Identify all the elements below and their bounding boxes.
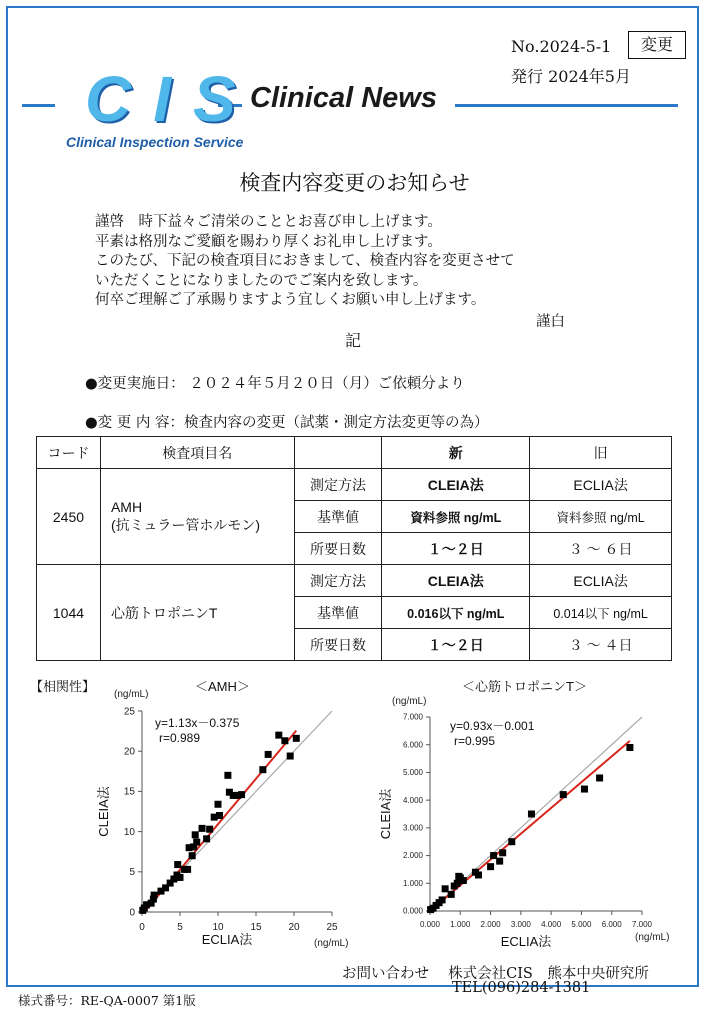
- logo-subtitle: Clinical Inspection Service: [66, 134, 244, 150]
- chart-title-amh: ＜AMH＞: [195, 679, 250, 694]
- y-tick-label: 5.000: [402, 768, 423, 778]
- row-label: 測定方法: [294, 565, 382, 597]
- data-point: [224, 772, 231, 779]
- table-row: [37, 565, 672, 597]
- newsletter-title: Clinical News: [250, 82, 437, 114]
- y-tick-label: 4.000: [402, 795, 423, 805]
- row-label: 所要日数: [294, 629, 382, 661]
- greeting-paragraph: [95, 213, 515, 311]
- data-point: [528, 811, 535, 818]
- item-name-line: (抗ミュラー管ホルモン): [110, 516, 260, 533]
- data-point: [490, 852, 497, 859]
- data-point: [581, 786, 588, 793]
- item-code: 1044: [37, 565, 101, 661]
- change-description: ●変 更 内 容：検査内容の変更（試薬・測定方法変更等の為）: [85, 415, 489, 431]
- y-tick-label: 25: [123, 706, 135, 718]
- data-point: [174, 861, 181, 868]
- y-tick-label: 20: [123, 746, 135, 758]
- data-point: [189, 852, 196, 859]
- regression-equation: y=1.13x－0.375: [155, 716, 240, 730]
- correlation-coefficient: r=0.995: [454, 734, 496, 748]
- regression-equation: y=0.93x－0.001: [450, 719, 535, 733]
- header-old: 旧: [530, 437, 672, 469]
- change-badge: 変更: [628, 31, 686, 59]
- data-point: [499, 849, 506, 856]
- table-row: [37, 469, 672, 501]
- greeting-line: 謹啓 時下益々ご清栄のこととお喜び申し上げます。: [95, 214, 442, 230]
- effective-date: ●変更実施日： ２０２４年５月２０日（月）ご依頼分より: [85, 376, 465, 392]
- y-tick-label: 5: [129, 867, 135, 879]
- data-point: [508, 838, 515, 845]
- header-new: 新: [382, 437, 530, 469]
- item-name-line: 心筋トロポニンT: [110, 604, 218, 621]
- old-value: ECLIA法: [530, 565, 672, 597]
- y-axis-title: CLEIA法: [96, 786, 111, 837]
- old-value: 0.014以下 ng/mL: [530, 597, 672, 629]
- form-number: 様式番号：RE-QA-0007 第1版: [18, 993, 196, 1008]
- x-tick-label: 7.000: [631, 920, 653, 929]
- y-unit-label: (ng/mL): [114, 689, 149, 700]
- y-axis-title: CLEIA法: [378, 788, 393, 840]
- old-value: ３ ～ ４日: [530, 629, 672, 661]
- document-number: No.2024-5-1: [511, 37, 612, 56]
- x-unit-label: (ng/mL): [635, 932, 670, 943]
- item-code: 2450: [37, 469, 101, 565]
- ki-heading: 記: [345, 331, 362, 350]
- data-point: [151, 892, 158, 899]
- table-header-row: [37, 437, 672, 469]
- header-rule-right: [455, 104, 678, 107]
- y-tick-label: 3.000: [402, 823, 423, 833]
- new-value: １～２日: [382, 629, 530, 661]
- data-point: [177, 874, 184, 881]
- data-point: [265, 751, 272, 758]
- data-point: [475, 871, 482, 878]
- amh-scatter-chart: [90, 682, 370, 952]
- data-point: [439, 896, 446, 903]
- data-point: [275, 732, 282, 739]
- data-point: [193, 839, 200, 846]
- old-value: 資料参照 ng/mL: [530, 501, 672, 533]
- greeting-line: 何卒ご理解ご了承賜りますよう宜しくお願い申し上げます。: [95, 292, 486, 308]
- issue-date: 発行 2024年5月: [511, 67, 631, 86]
- greeting-line: このたび、下記の検査項目におきまして、検査内容を変更させて: [95, 253, 515, 269]
- x-tick-label: 0.000: [419, 920, 441, 929]
- row-label: 所要日数: [294, 533, 382, 565]
- new-value: 資料参照 ng/mL: [382, 501, 530, 533]
- data-point: [206, 826, 213, 833]
- page-title: 検査内容変更のお知らせ: [239, 171, 470, 195]
- data-point: [199, 825, 206, 832]
- old-value: ３ ～ ６日: [530, 533, 672, 565]
- x-tick-label: 15: [250, 922, 262, 933]
- header-code: コード: [37, 437, 101, 469]
- y-tick-label: 10: [123, 826, 135, 838]
- y-tick-label: 0.000: [402, 906, 423, 916]
- x-tick-label: 5: [177, 922, 183, 933]
- data-point: [560, 791, 567, 798]
- new-value: CLEIA法: [382, 565, 530, 597]
- y-tick-label: 1.000: [402, 878, 423, 888]
- x-tick-label: 5.000: [571, 920, 592, 929]
- data-point: [238, 791, 245, 798]
- x-tick-label: 6.000: [601, 920, 622, 929]
- data-point: [203, 835, 210, 842]
- x-axis-title: ECLIA法: [500, 934, 552, 949]
- telephone: TEL(096)284-1381: [452, 980, 591, 996]
- y-tick-label: 7.000: [402, 712, 423, 722]
- data-point: [281, 737, 288, 744]
- header-rule-left: [22, 104, 55, 107]
- data-point: [487, 863, 494, 870]
- data-point: [216, 812, 223, 819]
- data-point: [596, 774, 603, 781]
- x-tick-label: 20: [288, 922, 300, 933]
- correlation-coefficient: r=0.989: [159, 731, 201, 745]
- row-label: 基準値: [294, 597, 382, 629]
- data-point: [215, 801, 222, 808]
- header-item-name: 検査項目名: [100, 437, 294, 469]
- old-value: ECLIA法: [530, 469, 672, 501]
- new-value: １～２日: [382, 533, 530, 565]
- x-tick-label: 25: [326, 922, 338, 933]
- correlation-label: 【相関性】: [30, 679, 96, 694]
- header-blank: [294, 437, 382, 469]
- new-value: CLEIA法: [382, 469, 530, 501]
- y-tick-label: 0: [129, 907, 135, 919]
- greeting-line: いただくことになりましたのでご案内を致します。: [95, 272, 428, 289]
- y-tick-label: 6.000: [402, 740, 423, 750]
- row-label: 測定方法: [294, 469, 382, 501]
- y-tick-label: 15: [123, 786, 135, 798]
- closing-word: 謹白: [536, 314, 565, 330]
- new-value: 0.016以下 ng/mL: [382, 597, 530, 629]
- data-point: [460, 877, 467, 884]
- data-point: [496, 858, 503, 865]
- data-point: [442, 885, 449, 892]
- data-point: [259, 766, 266, 773]
- contact-line: お問い合わせ 株式会社CIS 熊本中央研究所: [342, 966, 649, 982]
- item-name: [100, 565, 294, 661]
- chart-title-troponin: ＜心筋トロポニンT＞: [462, 679, 587, 694]
- greeting-line: 平素は格別なご愛顧を賜わり厚くお礼申し上げます。: [95, 233, 442, 250]
- row-label: 基準値: [294, 501, 382, 533]
- x-unit-label: (ng/mL): [314, 938, 349, 949]
- data-point: [184, 866, 191, 873]
- data-point: [192, 831, 199, 838]
- y-tick-label: 2.000: [402, 851, 423, 861]
- x-axis-title: ECLIA法: [201, 932, 253, 947]
- troponin-scatter-chart: [370, 690, 682, 955]
- data-point: [626, 744, 633, 751]
- x-tick-label: 3.000: [510, 920, 531, 929]
- x-tick-label: 0: [139, 922, 145, 933]
- y-unit-label: (ng/mL): [392, 696, 427, 707]
- x-tick-label: 10: [212, 922, 224, 933]
- item-name: [100, 469, 294, 565]
- data-point: [287, 753, 294, 760]
- x-tick-label: 4.000: [541, 920, 562, 929]
- x-tick-label: 1.000: [450, 920, 471, 929]
- cis-logo: CIS: [85, 63, 258, 135]
- change-table: [36, 436, 672, 661]
- data-point: [448, 891, 455, 898]
- x-tick-label: 2.000: [480, 920, 501, 929]
- data-point: [293, 735, 300, 742]
- item-name-line: AMH: [110, 498, 143, 515]
